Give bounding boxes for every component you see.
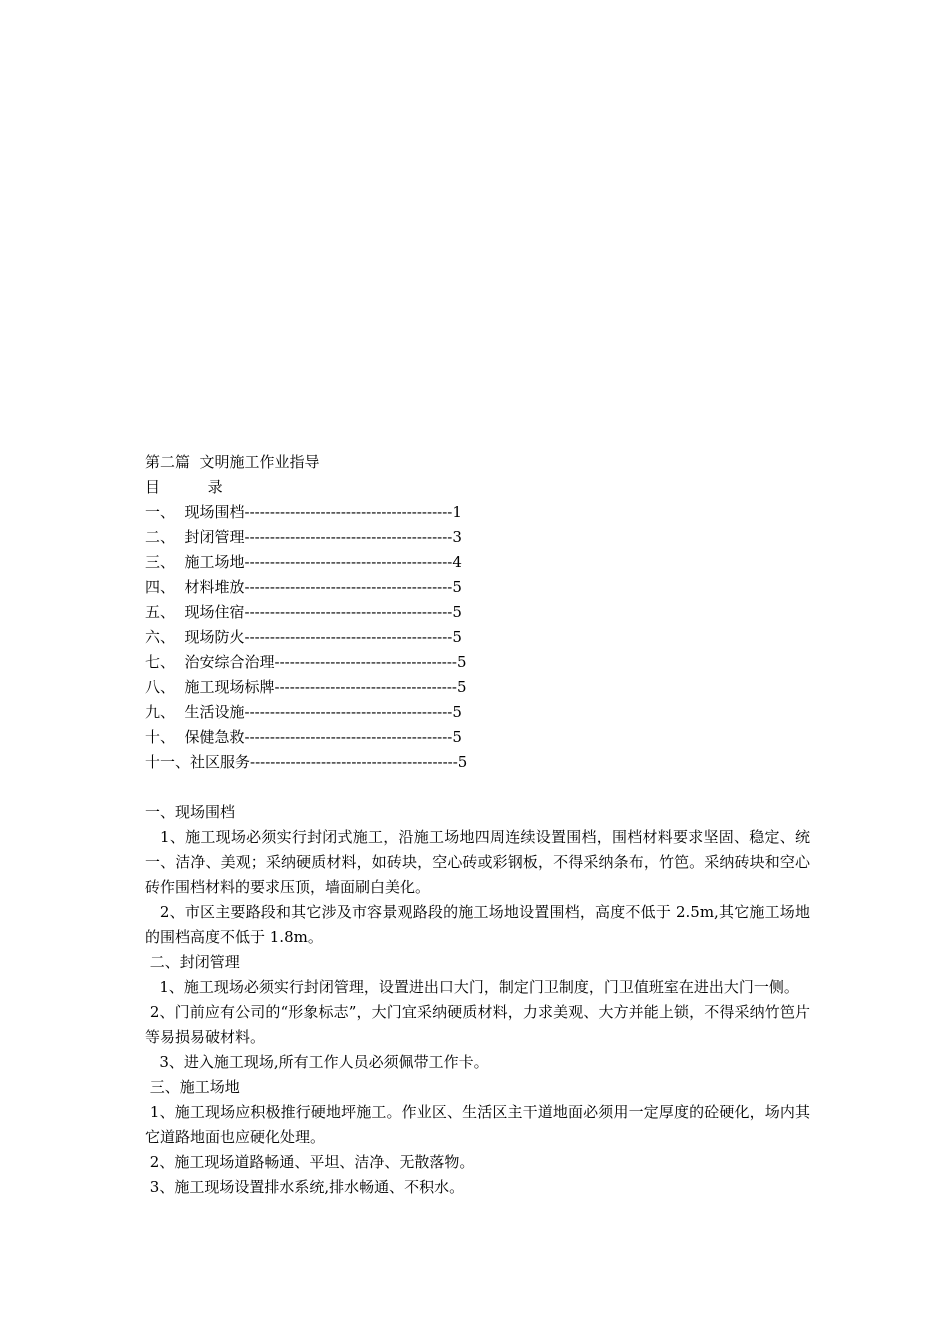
toc-item: 七、 治安综合治理------------------------------------5 [145, 653, 467, 671]
table-of-contents [145, 500, 810, 775]
toc-item: 一、 现场围档-----------------------------------------1 [145, 503, 462, 521]
document-title: 第二篇 文明施工作业指导 [145, 453, 320, 471]
toc-heading: 目 录 [145, 478, 223, 496]
section-enclosure [145, 800, 810, 950]
toc-item: 五、 现场住宿-----------------------------------------5 [145, 603, 462, 621]
section-heading: 二、封闭管理 [145, 953, 240, 971]
spacer [145, 775, 810, 800]
section-heading: 一、现场围档 [145, 803, 236, 821]
section-paragraph: 1、施工现场必须实行封闭管理，设置进出口大门，制定门卫制度，门卫值班室在进出大门一侧。 [145, 978, 799, 996]
document-body [145, 450, 810, 1200]
toc-item: 九、 生活设施-----------------------------------------5 [145, 703, 462, 721]
section-paragraph: 1、施工现场必须实行封闭式施工，沿施工场地四周连续设置围档，围档材料要求坚固、稳定、统一、洁净、美观；采纳硬质材料，如砖块，空心砖或彩钢板，不得采纳条布，竹笆。采纳砖块和空心砖作围档材料的要求压顶，墙面刷白美化。 [145, 828, 810, 896]
section-paragraph: 1、施工现场应积极推行硬地坪施工。作业区、生活区主干道地面必须用一定厚度的砼硬化，场内其它道路地面也应硬化处理。 [145, 1103, 810, 1146]
section-paragraph: 2、施工现场道路畅通、平坦、洁净、无散落物。 [145, 1153, 475, 1171]
section-paragraph: 2、市区主要路段和其它涉及市容景观路段的施工场地设置围档，高度不低于 2.5m,其它施工场地的围档高度不低于 1.8m。 [145, 903, 810, 946]
toc-item: 十、 保健急救-----------------------------------------5 [145, 728, 462, 746]
toc-item: 八、 施工现场标牌------------------------------------5 [145, 678, 467, 696]
toc-item: 三、 施工场地-----------------------------------------4 [145, 553, 462, 571]
section-closed-management [145, 950, 810, 1075]
toc-item: 六、 现场防火-----------------------------------------5 [145, 628, 462, 646]
section-paragraph: 2、门前应有公司的“形象标志”，大门宜采纳硬质材料，力求美观、大方并能上锁，不得采纳竹笆片等易损易破材料。 [145, 1003, 810, 1046]
toc-item: 二、 封闭管理-----------------------------------------3 [145, 528, 462, 546]
section-heading: 三、施工场地 [145, 1078, 240, 1096]
section-construction-site [145, 1075, 810, 1200]
toc-item: 十一、社区服务-----------------------------------------5 [145, 753, 468, 771]
section-paragraph: 3、进入施工现场,所有工作人员必须佩带工作卡。 [145, 1053, 489, 1071]
toc-item: 四、 材料堆放-----------------------------------------5 [145, 578, 462, 596]
section-paragraph: 3、施工现场设置排水系统,排水畅通、不积水。 [145, 1178, 465, 1196]
